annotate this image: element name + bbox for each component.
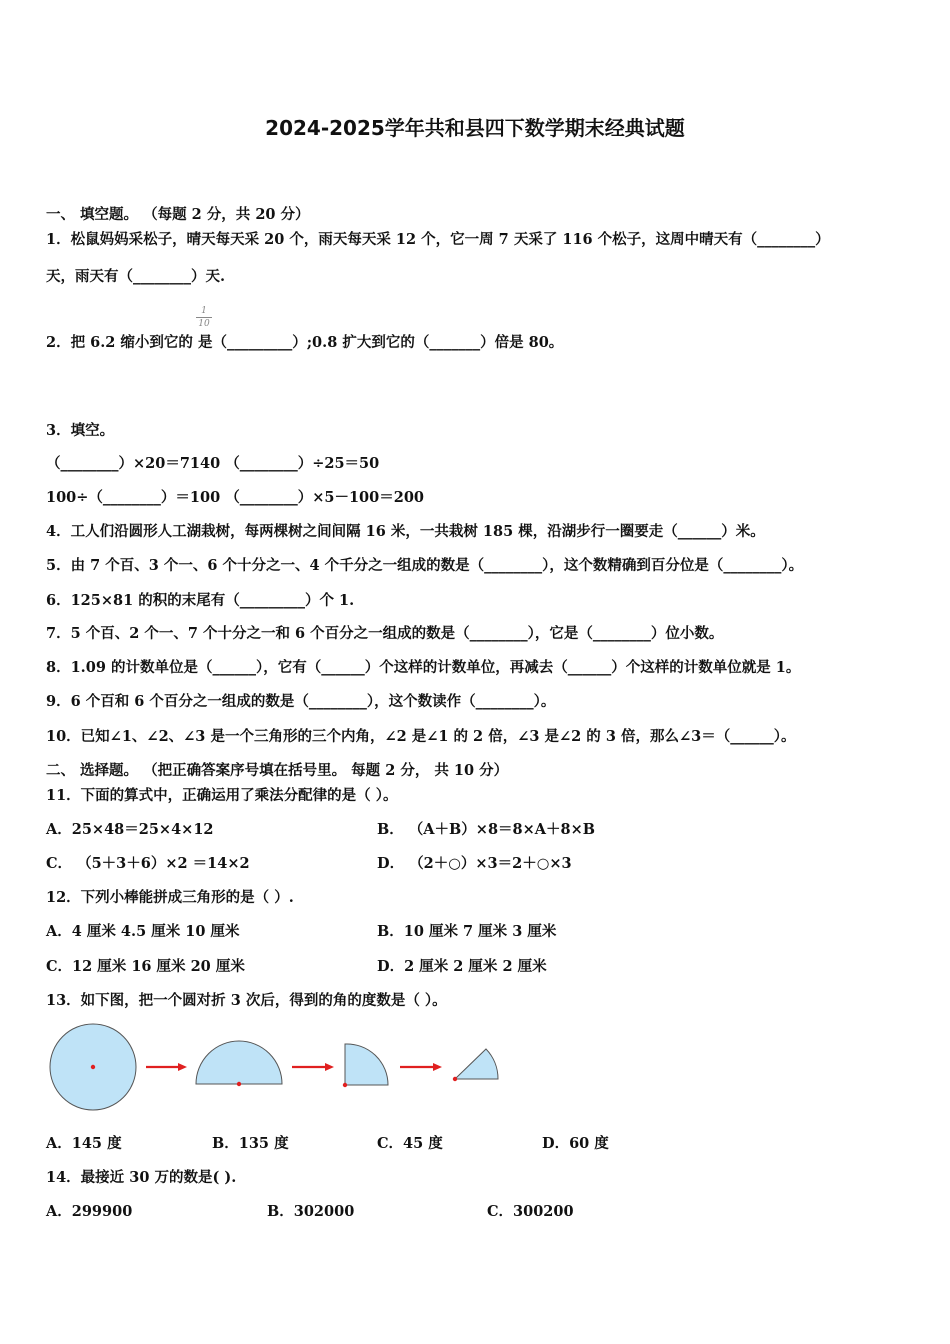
question-11: 11．下面的算式中，正确运用了乘法分配律的是（ ）。 <box>46 787 398 804</box>
question-13-option-b: B．135 度 <box>212 1135 289 1152</box>
section-1-heading: 一、 填空题。 （每题 2 分，共 20 分） <box>46 206 310 223</box>
question-14-option-a: A．299900 <box>46 1203 133 1220</box>
question-14-option-b: B．302000 <box>267 1203 355 1220</box>
question-13-option-c: C．45 度 <box>377 1135 443 1152</box>
page-title: 2024-2025学年共和县四下数学期末经典试题 <box>265 116 685 140</box>
half-circle-center-dot <box>237 1082 241 1086</box>
fraction-one-tenth <box>196 306 212 329</box>
question-13: 13．如下图，把一个圆对折 3 次后，得到的角的度数是（ ）。 <box>46 992 447 1009</box>
circle-folding-figure <box>46 1022 516 1116</box>
arrow-1 <box>146 1063 187 1071</box>
quarter-circle <box>345 1044 388 1085</box>
quarter-circle-center-dot <box>343 1083 347 1087</box>
arrow-2 <box>292 1063 334 1071</box>
question-12-option-b: B．10 厘米 7 厘米 3 厘米 <box>377 923 557 940</box>
question-8: 8．1.09 的计数单位是（______），它有（______）个这样的计数单位，再减去（______）个这样的计数单位就是 1。 <box>46 659 801 676</box>
question-14: 14．最接近 30 万的数是( ). <box>46 1169 237 1186</box>
circle-center-dot <box>91 1065 95 1069</box>
question-3: 3．填空。 <box>46 422 115 439</box>
arrow-3 <box>400 1063 442 1071</box>
question-1-line-1: 1．松鼠妈妈采松子，晴天每天采 20 个，雨天每天采 12 个，它一周 7 天采了 116 个松子，这周中晴天有（________） <box>46 231 830 248</box>
half-circle <box>196 1041 282 1084</box>
question-10: 10．已知∠1、∠2、∠3 是一个三角形的三个内角，∠2 是∠1 的 2 倍，∠3 是∠2 的 3 倍，那么∠3＝（______）。 <box>46 728 796 745</box>
eighth-circle-center-dot <box>453 1077 457 1081</box>
question-2: 2．把 6.2 缩小到它的 是（_________）;0.8 扩大到它的（_______）倍是 80。 <box>46 334 564 351</box>
question-12-option-d: D．2 厘米 2 厘米 2 厘米 <box>377 958 547 975</box>
question-9: 9．6 个百和 6 个百分之一组成的数是（________），这个数读作（________）。 <box>46 693 556 710</box>
question-14-option-c: C．300200 <box>487 1203 574 1220</box>
question-3-row-2: 100÷（________）＝100 （________）×5－100＝200 <box>46 489 425 506</box>
question-11-option-a: A．25×48＝25×4×12 <box>46 821 214 838</box>
section-2-heading: 二、 选择题。 （把正确答案序号填在括号里。 每题 2 分， 共 10 分） <box>46 762 509 779</box>
question-5: 5．由 7 个百、3 个一、6 个十分之一、4 个千分之一组成的数是（________），这个数精确到百分位是（________）。 <box>46 557 804 574</box>
question-11-option-c: C． （5＋3＋6）×2 ＝14×2 <box>46 855 250 872</box>
question-4: 4．工人们沿圆形人工湖栽树，每两棵树之间间隔 16 米，一共栽树 185 棵，沿湖步行一圈要走（______）米。 <box>46 523 765 540</box>
question-6: 6．125×81 的积的末尾有（_________）个 1. <box>46 592 355 609</box>
question-13-option-a: A．145 度 <box>46 1135 122 1152</box>
question-3-row-1: （________）×20＝7140 （________）÷25＝50 <box>46 455 380 472</box>
eighth-circle <box>455 1049 498 1079</box>
question-13-option-d: D．60 度 <box>542 1135 609 1152</box>
question-1-line-2: 天，雨天有（________）天. <box>46 268 226 285</box>
question-11-option-d: D． （2＋○）×3＝2＋○×3 <box>377 855 572 872</box>
question-7: 7．5 个百、2 个一、7 个十分之一和 6 个百分之一组成的数是（________），它是（________）位小数。 <box>46 625 724 642</box>
question-12: 12．下列小棒能拼成三角形的是（ ）. <box>46 889 294 906</box>
fraction-denominator: 10 <box>198 319 210 329</box>
question-11-option-b: B． （A＋B）×8＝8×A＋8×B <box>377 821 596 838</box>
question-12-option-c: C．12 厘米 16 厘米 20 厘米 <box>46 958 245 975</box>
question-12-option-a: A．4 厘米 4.5 厘米 10 厘米 <box>46 923 240 940</box>
fraction-numerator: 1 <box>201 306 207 316</box>
